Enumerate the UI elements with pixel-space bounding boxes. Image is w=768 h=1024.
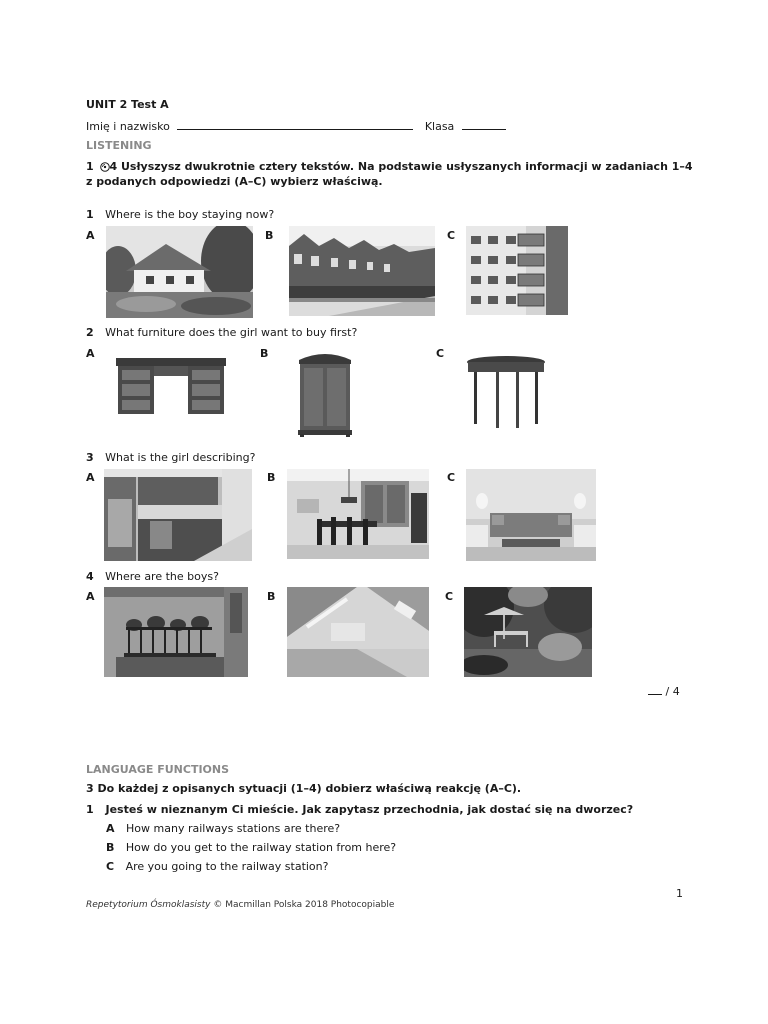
listening-score xyxy=(648,684,680,699)
option-letter: C xyxy=(447,471,456,484)
answer-text: Are you going to the railway station? xyxy=(125,860,329,873)
desk-photo[interactable] xyxy=(114,354,228,416)
question-number: 3 xyxy=(86,451,94,464)
living-room-photo[interactable] xyxy=(466,469,596,561)
language-functions-instruction: 3 Do każdej z opisanych sytuacji (1–4) dobierz właściwą reakcję (A–C). xyxy=(86,782,522,795)
round-table-photo[interactable] xyxy=(466,354,546,430)
question-3 xyxy=(86,451,255,465)
question-number: 1 xyxy=(86,208,94,221)
answer-text: How many railways stations are there? xyxy=(126,822,341,835)
option-letter: A xyxy=(86,471,95,484)
answer-option-b[interactable] xyxy=(106,841,396,855)
question-text: Where is the boy staying now? xyxy=(105,208,275,221)
option-letter: B xyxy=(267,590,276,603)
answer-text: How do you get to the railway station from here? xyxy=(125,841,397,854)
answer-letter: B xyxy=(106,841,115,854)
unit-title: UNIT 2 Test A xyxy=(86,98,169,111)
cd-icon xyxy=(100,162,110,176)
wardrobe-photo[interactable] xyxy=(297,350,353,437)
answer-letter: C xyxy=(106,860,115,873)
terraced-houses-photo[interactable] xyxy=(289,226,435,316)
answer-option-a[interactable] xyxy=(106,822,340,836)
option-letter: A xyxy=(86,229,95,242)
apartment-block-photo[interactable] xyxy=(466,226,568,315)
garden-photo[interactable] xyxy=(464,587,592,677)
dining-room-photo[interactable] xyxy=(287,469,429,559)
listening-heading: LISTENING xyxy=(86,139,152,152)
question-1 xyxy=(86,208,274,222)
answer-letter: A xyxy=(106,822,115,835)
option-letter: B xyxy=(267,471,276,484)
question-text: What furniture does the girl want to buy first? xyxy=(105,326,358,339)
option-letter: C xyxy=(447,229,456,242)
track-number: 4 xyxy=(109,160,118,173)
name-field[interactable] xyxy=(177,119,413,130)
language-functions-heading: LANGUAGE FUNCTIONS xyxy=(86,763,230,776)
book-title: Repetytorium Ósmoklasisty xyxy=(86,900,211,910)
score-field[interactable] xyxy=(648,684,662,695)
balcony-photo[interactable] xyxy=(104,587,248,677)
cottage-photo[interactable] xyxy=(106,226,253,318)
class-field[interactable] xyxy=(462,119,506,130)
footer-credit xyxy=(86,899,394,911)
question-number: 1 xyxy=(86,803,94,816)
question-number: 4 xyxy=(86,570,94,583)
question-text: What is the girl describing? xyxy=(105,451,256,464)
class-label: Klasa xyxy=(424,120,455,133)
question-4 xyxy=(86,570,219,584)
option-letter: C xyxy=(445,590,454,603)
option-letter: C xyxy=(436,347,445,360)
question-number: 2 xyxy=(86,326,94,339)
attic-photo[interactable] xyxy=(287,587,429,677)
option-letter: A xyxy=(86,347,95,360)
answer-option-c[interactable] xyxy=(106,860,328,874)
listening-instruction-line1 xyxy=(86,160,693,176)
option-letter: B xyxy=(265,229,274,242)
option-letter: B xyxy=(260,347,269,360)
question-text: Where are the boys? xyxy=(105,570,219,583)
name-line xyxy=(86,119,506,134)
option-letter: A xyxy=(86,590,95,603)
score-max: / 4 xyxy=(665,685,680,698)
instruction-text-1: Usłyszysz dwukrotnie cztery tekstów. Na podstawie usłyszanych informacji w zadaniach 1–4 xyxy=(121,160,693,173)
task-number: 1 xyxy=(86,160,94,173)
question-text: Jesteś w nieznanym Ci mieście. Jak zapytasz przechodnia, jak dostać się na dworzec? xyxy=(105,803,634,816)
copyright-text: © Macmillan Polska 2018 Photocopiable xyxy=(213,900,395,910)
question-2 xyxy=(86,326,357,340)
lf-question-1 xyxy=(86,803,633,817)
name-label: Imię i nazwisko xyxy=(86,120,170,133)
page-number: 1 xyxy=(676,887,683,900)
kitchen-photo[interactable] xyxy=(104,469,252,561)
listening-instruction-line2: z podanych odpowiedzi (A–C) wybierz właściwą. xyxy=(86,175,383,188)
